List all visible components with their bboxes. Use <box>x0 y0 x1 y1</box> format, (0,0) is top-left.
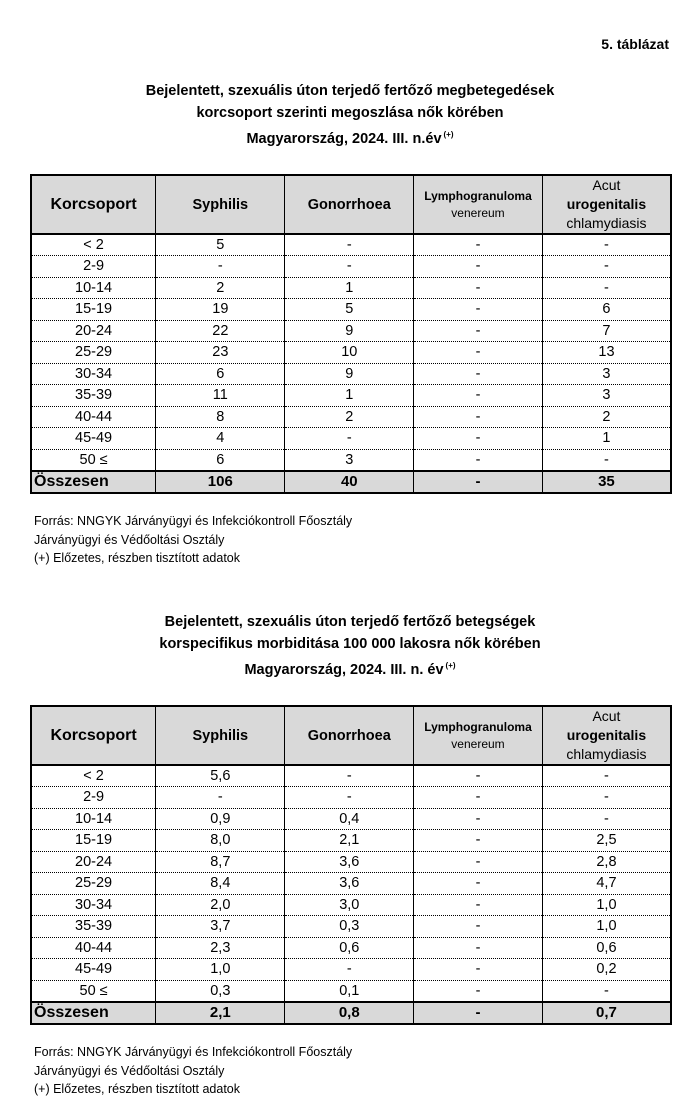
cell-syphilis: - <box>156 787 285 809</box>
table-2-title-line-3-text: Magyarország, 2024. III. n. év <box>244 662 444 678</box>
table-row <box>31 937 671 959</box>
cell-age-group: 25-29 <box>31 342 156 364</box>
cell-lgv: - <box>414 808 543 830</box>
total-gonorrhoea: 40 <box>285 471 414 493</box>
title-footnote-mark: (+) <box>445 661 456 670</box>
header-lgv-line-2: venereum <box>451 205 505 220</box>
header-chl-line-3: chlamydiasis <box>566 746 647 762</box>
cell-gonorrhoea: 3,6 <box>285 873 414 895</box>
cell-gonorrhoea: - <box>285 787 414 809</box>
cell-lgv: - <box>414 385 543 407</box>
cell-chlamydiasis: - <box>542 765 671 787</box>
cell-gonorrhoea: 1 <box>285 277 414 299</box>
cell-age-group: 50 ≤ <box>31 980 156 1002</box>
cell-lgv: - <box>414 428 543 450</box>
cell-lgv: - <box>414 363 543 385</box>
title-footnote-mark: (+) <box>443 130 454 139</box>
table-row <box>31 916 671 938</box>
cell-chlamydiasis: 1,0 <box>542 916 671 938</box>
cell-age-group: 10-14 <box>31 808 156 830</box>
source-line-1: Forrás: NNGYK Járványügyi és Infekciókontroll Főosztály <box>34 514 353 528</box>
table-row <box>31 385 671 407</box>
cell-gonorrhoea: - <box>285 765 414 787</box>
cell-syphilis: 0,3 <box>156 980 285 1002</box>
cell-syphilis: 0,9 <box>156 808 285 830</box>
cell-age-group: < 2 <box>31 234 156 256</box>
table-row <box>31 256 671 278</box>
header-gonorrhoea: Gonorrhoea <box>285 706 414 765</box>
cell-lgv: - <box>414 937 543 959</box>
total-chlamydiasis: 35 <box>542 471 671 493</box>
table-number-label: 5. táblázat <box>601 36 669 52</box>
cell-age-group: 15-19 <box>31 299 156 321</box>
table-1-total-row <box>31 471 671 493</box>
cell-chlamydiasis: 2,8 <box>542 851 671 873</box>
table-1-title-line-3 <box>0 124 700 150</box>
cell-age-group: 25-29 <box>31 873 156 895</box>
cell-chlamydiasis: 3 <box>542 363 671 385</box>
cell-age-group: 40-44 <box>31 937 156 959</box>
cell-gonorrhoea: 2,1 <box>285 830 414 852</box>
cell-lgv: - <box>414 765 543 787</box>
cell-gonorrhoea: 9 <box>285 363 414 385</box>
table-2-body <box>31 765 671 1002</box>
header-syphilis: Syphilis <box>156 175 285 234</box>
cell-lgv: - <box>414 980 543 1002</box>
table-row <box>31 342 671 364</box>
header-acut-urogenitalis-chlamydiasis <box>542 175 671 234</box>
header-lymphogranuloma-venereum <box>414 175 543 234</box>
cell-syphilis: 22 <box>156 320 285 342</box>
cell-age-group: 45-49 <box>31 959 156 981</box>
cell-age-group: 2-9 <box>31 787 156 809</box>
header-korcsoport: Korcsoport <box>31 175 156 234</box>
cell-gonorrhoea: 5 <box>285 299 414 321</box>
total-row <box>31 471 671 493</box>
table-row <box>31 980 671 1002</box>
cell-chlamydiasis: - <box>542 234 671 256</box>
cell-age-group: 2-9 <box>31 256 156 278</box>
table-2-source-note <box>34 1043 352 1099</box>
table-row <box>31 428 671 450</box>
table-2-total-row <box>31 1002 671 1024</box>
cell-chlamydiasis: 1,0 <box>542 894 671 916</box>
cell-lgv: - <box>414 406 543 428</box>
cell-age-group: 30-34 <box>31 894 156 916</box>
total-syphilis: 2,1 <box>156 1002 285 1024</box>
cell-syphilis: 4 <box>156 428 285 450</box>
cell-syphilis: 8,7 <box>156 851 285 873</box>
cell-syphilis: 1,0 <box>156 959 285 981</box>
cell-syphilis: 2,0 <box>156 894 285 916</box>
cell-gonorrhoea: 3 <box>285 449 414 471</box>
table-2-morbidity-rates <box>30 705 672 1025</box>
cell-age-group: 10-14 <box>31 277 156 299</box>
table-row <box>31 851 671 873</box>
header-korcsoport: Korcsoport <box>31 706 156 765</box>
table-2-title <box>0 611 700 681</box>
cell-syphilis: 5,6 <box>156 765 285 787</box>
cell-chlamydiasis: 2 <box>542 406 671 428</box>
cell-gonorrhoea: 2 <box>285 406 414 428</box>
table-row <box>31 299 671 321</box>
table-row <box>31 363 671 385</box>
source-line-2: Járványügyi és Védőoltási Osztály <box>34 1063 225 1078</box>
cell-syphilis: 8,0 <box>156 830 285 852</box>
table-row <box>31 959 671 981</box>
cell-lgv: - <box>414 959 543 981</box>
cell-syphilis: 3,7 <box>156 916 285 938</box>
table-row <box>31 894 671 916</box>
cell-age-group: 20-24 <box>31 320 156 342</box>
total-lgv: - <box>414 471 543 493</box>
table-2-title-line-2: korspecifikus morbiditása 100 000 lakosra nők körében <box>159 636 541 652</box>
table-1-source-note <box>34 512 352 568</box>
cell-syphilis: 8 <box>156 406 285 428</box>
cell-age-group: 45-49 <box>31 428 156 450</box>
cell-lgv: - <box>414 449 543 471</box>
source-line-2: Járványügyi és Védőoltási Osztály <box>34 532 225 547</box>
cell-syphilis: 6 <box>156 449 285 471</box>
table-row <box>31 449 671 471</box>
cell-syphilis: 11 <box>156 385 285 407</box>
total-lgv: - <box>414 1002 543 1024</box>
table-row <box>31 787 671 809</box>
cell-syphilis: 5 <box>156 234 285 256</box>
cell-lgv: - <box>414 299 543 321</box>
cell-gonorrhoea: - <box>285 428 414 450</box>
header-chl-line-3: chlamydiasis <box>566 215 647 231</box>
cell-chlamydiasis: - <box>542 808 671 830</box>
cell-gonorrhoea: 9 <box>285 320 414 342</box>
table-1-body <box>31 234 671 471</box>
cell-lgv: - <box>414 894 543 916</box>
cell-gonorrhoea: 1 <box>285 385 414 407</box>
header-chl-line-1: Acut <box>592 708 621 724</box>
table-row <box>31 830 671 852</box>
cell-lgv: - <box>414 873 543 895</box>
cell-gonorrhoea: - <box>285 959 414 981</box>
cell-syphilis: 2 <box>156 277 285 299</box>
cell-age-group: 50 ≤ <box>31 449 156 471</box>
cell-lgv: - <box>414 342 543 364</box>
cell-age-group: 30-34 <box>31 363 156 385</box>
cell-gonorrhoea: 3,6 <box>285 851 414 873</box>
cell-chlamydiasis: 1 <box>542 428 671 450</box>
cell-chlamydiasis: 7 <box>542 320 671 342</box>
table-1-title-line-3-text: Magyarország, 2024. III. n.év <box>246 131 442 147</box>
cell-lgv: - <box>414 320 543 342</box>
cell-chlamydiasis: - <box>542 980 671 1002</box>
cell-syphilis: 8,4 <box>156 873 285 895</box>
table-1-title-line-2: korcsoport szerinti megoszlása nők körében <box>196 105 504 121</box>
table-1-title-line-1: Bejelentett, szexuális úton terjedő fertőző megbetegedések <box>145 83 555 99</box>
cell-age-group: 15-19 <box>31 830 156 852</box>
table-row <box>31 277 671 299</box>
cell-age-group: 35-39 <box>31 916 156 938</box>
table-row <box>31 808 671 830</box>
total-chlamydiasis: 0,7 <box>542 1002 671 1024</box>
table-row <box>31 765 671 787</box>
total-label: Összesen <box>31 1002 156 1024</box>
cell-chlamydiasis: 6 <box>542 299 671 321</box>
cell-chlamydiasis: 2,5 <box>542 830 671 852</box>
table-row <box>31 234 671 256</box>
cell-chlamydiasis: 4,7 <box>542 873 671 895</box>
header-chl-line-2: urogenitalis <box>566 727 647 743</box>
table-1-title <box>0 80 700 150</box>
table-row <box>31 406 671 428</box>
cell-chlamydiasis: - <box>542 449 671 471</box>
cell-chlamydiasis: - <box>542 256 671 278</box>
cell-gonorrhoea: 3,0 <box>285 894 414 916</box>
cell-lgv: - <box>414 256 543 278</box>
cell-chlamydiasis: - <box>542 277 671 299</box>
total-gonorrhoea: 0,8 <box>285 1002 414 1024</box>
header-acut-urogenitalis-chlamydiasis <box>542 706 671 765</box>
cell-gonorrhoea: - <box>285 256 414 278</box>
header-lgv-line-1: Lymphogranuloma <box>424 719 532 734</box>
cell-gonorrhoea: 0,1 <box>285 980 414 1002</box>
table-2-title-line-3 <box>0 655 700 681</box>
header-lymphogranuloma-venereum <box>414 706 543 765</box>
cell-lgv: - <box>414 787 543 809</box>
cell-chlamydiasis: - <box>542 787 671 809</box>
table-row <box>31 320 671 342</box>
header-chl-line-2: urogenitalis <box>566 196 647 212</box>
cell-lgv: - <box>414 830 543 852</box>
cell-lgv: - <box>414 851 543 873</box>
source-line-3: (+) Előzetes, részben tisztított adatok <box>34 1082 240 1096</box>
header-lgv-line-1: Lymphogranuloma <box>424 188 532 203</box>
cell-syphilis: 23 <box>156 342 285 364</box>
header-chl-line-1: Acut <box>592 177 621 193</box>
cell-age-group: 40-44 <box>31 406 156 428</box>
header-lgv-line-2: venereum <box>451 736 505 751</box>
header-syphilis: Syphilis <box>156 706 285 765</box>
cell-age-group: 20-24 <box>31 851 156 873</box>
table-1-case-counts <box>30 174 672 494</box>
cell-gonorrhoea: 0,6 <box>285 937 414 959</box>
cell-gonorrhoea: 0,3 <box>285 916 414 938</box>
header-gonorrhoea: Gonorrhoea <box>285 175 414 234</box>
cell-chlamydiasis: 13 <box>542 342 671 364</box>
total-row <box>31 1002 671 1024</box>
cell-chlamydiasis: 3 <box>542 385 671 407</box>
cell-chlamydiasis: 0,2 <box>542 959 671 981</box>
cell-lgv: - <box>414 234 543 256</box>
cell-age-group: 35-39 <box>31 385 156 407</box>
cell-syphilis: 2,3 <box>156 937 285 959</box>
cell-chlamydiasis: 0,6 <box>542 937 671 959</box>
cell-age-group: < 2 <box>31 765 156 787</box>
cell-syphilis: 6 <box>156 363 285 385</box>
total-syphilis: 106 <box>156 471 285 493</box>
cell-syphilis: 19 <box>156 299 285 321</box>
table-2-title-line-1: Bejelentett, szexuális úton terjedő fertőző betegségek <box>164 614 536 630</box>
cell-gonorrhoea: - <box>285 234 414 256</box>
cell-gonorrhoea: 10 <box>285 342 414 364</box>
source-line-3: (+) Előzetes, részben tisztított adatok <box>34 551 240 565</box>
source-line-1: Forrás: NNGYK Járványügyi és Infekciókontroll Főosztály <box>34 1045 353 1059</box>
cell-gonorrhoea: 0,4 <box>285 808 414 830</box>
total-label: Összesen <box>31 471 156 493</box>
cell-lgv: - <box>414 916 543 938</box>
cell-lgv: - <box>414 277 543 299</box>
cell-syphilis: - <box>156 256 285 278</box>
table-row <box>31 873 671 895</box>
